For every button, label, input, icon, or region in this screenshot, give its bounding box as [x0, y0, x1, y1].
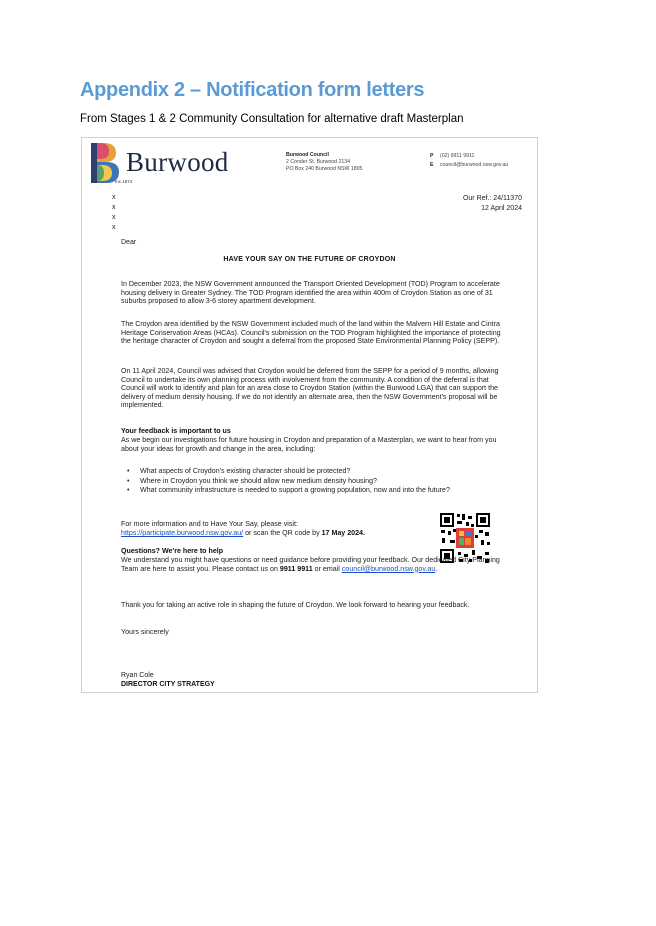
phone-bold: 9911 9911 — [279, 564, 313, 573]
letter-image — [81, 137, 538, 693]
council-address — [286, 152, 362, 173]
reference-block — [463, 194, 522, 213]
thanks-paragraph: Thank you for taking an active role in shaping the future of Croydon. We look forward to hearing your feedback. — [121, 601, 470, 609]
participate-link[interactable]: https://participate.burwood.nsw.gov.au/ — [121, 529, 244, 537]
email-address: council@burwood.nsw.gov.au — [440, 162, 509, 168]
questions-heading: Questions? We're here to help — [121, 547, 224, 555]
body-paragraph: On 11 April 2024, Council was advised that Croydon would be deferred from the SEPP for a period of 9 months, allowing Council to undertake its own planning process with involvement from the community. A condition of the deferral is that Council will work to identify and plan for an area close to Croydon Station (within the Burwood LGA) that can support the delivery of medium density housing. If we do not identify an alternate area, then the NSW Government's proposal will be implemented. — [121, 367, 499, 410]
council-address-line: PO Box 240 Burwood NSW 1805 — [286, 166, 363, 172]
logo-wordmark: Burwood — [126, 147, 229, 177]
salutation: Dear — [121, 239, 137, 246]
questions-paragraph: We understand you might have questions or need guidance before providing your feedback. Our dedicated City Planning Team are here to assist you. Please contact us on 9911 9911 or email council@burwood.nsw.gov.au. — [121, 556, 500, 573]
council-contact — [430, 152, 508, 170]
addressee-block — [112, 193, 116, 233]
phone-number: (02) 9911 9911 — [440, 153, 475, 159]
addressee-line: x — [112, 224, 116, 231]
page-heading: Appendix 2 – Notification form letters — [80, 79, 425, 101]
page-subheading: From Stages 1 & 2 Community Consultation for alternative draft Masterplan — [80, 113, 464, 125]
council-name: Burwood Council — [286, 152, 329, 158]
list-item: • What community infrastructure is needed to support a growing population, now and into the future? — [127, 486, 450, 495]
questions-list — [121, 467, 503, 496]
phone-label: P — [430, 153, 434, 159]
signatory-name: Ryan Cole — [121, 672, 154, 679]
more-info: For more information and to Have Your Say, please visit: — [121, 520, 298, 528]
body-paragraph: The Croydon area identified by the NSW Government included much of the land within the Malvern Hill Estate and Cintra Heritage Conservation Areas (HCAs). Council's submission on the TOD Program highlighted the importance of protecting the heritage character of Croydon and sought a deferral from the proposed State Environmental Planning Policy (SEPP). — [121, 320, 501, 346]
letter-date: 12 April 2024 — [481, 204, 522, 212]
list-item: • Where in Croydon you think we should allow new medium density housing? — [127, 476, 377, 485]
participate-line: https://participate.burwood.nsw.gov.au/ or scan the QR code by 17 May 2024. — [121, 529, 365, 537]
feedback-intro: As we begin our investigations for future housing in Croydon and preparation of a Masterplan, we want to hear from you about your ideas for growth and change in the area, including: — [121, 436, 497, 453]
addressee-line: x — [112, 194, 116, 201]
logo-inc: Inc.1874 — [115, 179, 133, 184]
addressee-line: x — [112, 204, 116, 211]
signatory-title: DIRECTOR CITY STRATEGY — [121, 681, 215, 688]
closing: Yours sincerely — [121, 628, 169, 636]
email-label: E — [430, 162, 434, 168]
feedback-heading: Your feedback is important to us — [121, 427, 231, 435]
council-address-line: 2 Conder St, Burwood 2134 — [286, 159, 351, 165]
list-item: • What aspects of Croydon's existing character should be protected? — [127, 467, 351, 475]
body-paragraph: In December 2023, the NSW Government announced the Transport Oriented Development (TOD) Program to accelerate housing delivery in Greater Sydney. The TOD Program identified the area within 400m of Croydon Station as one of 31 suburbs proposed to allow 3-6 storey apartment development. — [121, 280, 500, 306]
email-link[interactable]: council@burwood.nsw.gov.au — [341, 564, 436, 573]
addressee-line: x — [112, 214, 116, 221]
our-ref: Our Ref.: 24/11370 — [462, 195, 522, 202]
letter-title: HAVE YOUR SAY ON THE FUTURE OF CROYDON — [223, 256, 396, 263]
deadline: 17 May 2024. — [321, 529, 365, 537]
